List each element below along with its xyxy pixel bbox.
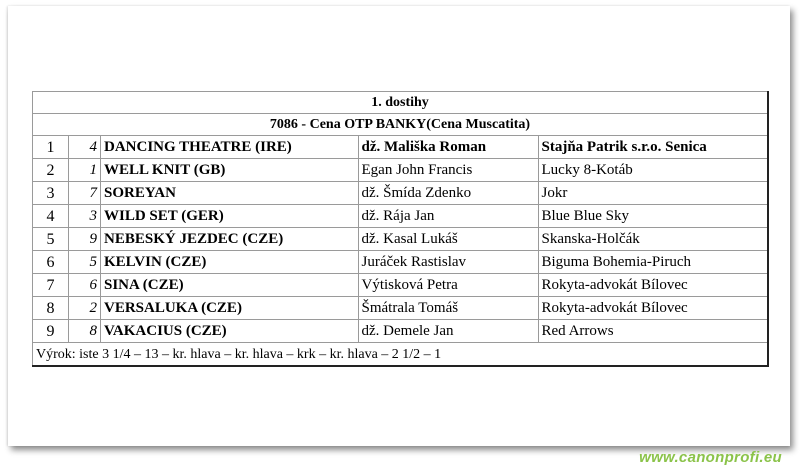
horse-cell: DANCING THEATRE (IRE) [101, 136, 359, 159]
place-cell: 8 [33, 297, 69, 320]
horse-cell: SOREYAN [101, 182, 359, 205]
result-row [33, 228, 769, 251]
verdict-text: Výrok: iste 3 1/4 – 13 – kr. hlava – kr. hlava – krk – kr. hlava – 2 1/2 – 1 [33, 343, 769, 367]
number-cell: 4 [69, 136, 101, 159]
jockey-cell: Egan John Francis [358, 159, 538, 182]
place-cell: 2 [33, 159, 69, 182]
watermark: www.canonprofi.eu [639, 449, 782, 466]
jockey-cell: Šmátrala Tomáš [358, 297, 538, 320]
race-heading-row [33, 92, 769, 114]
owner-cell: Stajňa Patrik s.r.o. Senica [538, 136, 768, 159]
result-row [33, 159, 769, 182]
jockey-cell: dž. Kasal Lukáš [358, 228, 538, 251]
race-subheading: 7086 - Cena OTP BANKY(Cena Muscatita) [33, 114, 769, 136]
jockey-cell: dž. Rája Jan [358, 205, 538, 228]
horse-cell: WELL KNIT (GB) [101, 159, 359, 182]
horse-cell: SINA (CZE) [101, 274, 359, 297]
jockey-cell: Juráček Rastislav [358, 251, 538, 274]
place-cell: 9 [33, 320, 69, 343]
race-results-table [32, 91, 769, 367]
number-cell: 7 [69, 182, 101, 205]
result-row [33, 320, 769, 343]
place-cell: 7 [33, 274, 69, 297]
owner-cell: Biguma Bohemia-Piruch [538, 251, 768, 274]
owner-cell: Skanska-Holčák [538, 228, 768, 251]
result-row [33, 274, 769, 297]
number-cell: 8 [69, 320, 101, 343]
result-row [33, 182, 769, 205]
result-row [33, 205, 769, 228]
owner-cell: Rokyta-advokát Bílovec [538, 274, 768, 297]
horse-cell: VAKACIUS (CZE) [101, 320, 359, 343]
horse-cell: WILD SET (GER) [101, 205, 359, 228]
result-row [33, 251, 769, 274]
verdict-row [33, 343, 769, 367]
horse-cell: VERSALUKA (CZE) [101, 297, 359, 320]
race-heading: 1. dostihy [33, 92, 769, 114]
number-cell: 1 [69, 159, 101, 182]
horse-cell: KELVIN (CZE) [101, 251, 359, 274]
horse-cell: NEBESKÝ JEZDEC (CZE) [101, 228, 359, 251]
number-cell: 3 [69, 205, 101, 228]
race-subheading-row [33, 114, 769, 136]
owner-cell: Rokyta-advokát Bílovec [538, 297, 768, 320]
owner-cell: Jokr [538, 182, 768, 205]
number-cell: 2 [69, 297, 101, 320]
place-cell: 1 [33, 136, 69, 159]
owner-cell: Blue Blue Sky [538, 205, 768, 228]
place-cell: 3 [33, 182, 69, 205]
result-row [33, 297, 769, 320]
owner-cell: Lucky 8-Kotáb [538, 159, 768, 182]
number-cell: 5 [69, 251, 101, 274]
jockey-cell: dž. Mališka Roman [358, 136, 538, 159]
jockey-cell: Výtisková Petra [358, 274, 538, 297]
jockey-cell: dž. Demele Jan [358, 320, 538, 343]
place-cell: 5 [33, 228, 69, 251]
jockey-cell: dž. Šmída Zdenko [358, 182, 538, 205]
result-row [33, 136, 769, 159]
number-cell: 6 [69, 274, 101, 297]
number-cell: 9 [69, 228, 101, 251]
place-cell: 6 [33, 251, 69, 274]
owner-cell: Red Arrows [538, 320, 768, 343]
place-cell: 4 [33, 205, 69, 228]
